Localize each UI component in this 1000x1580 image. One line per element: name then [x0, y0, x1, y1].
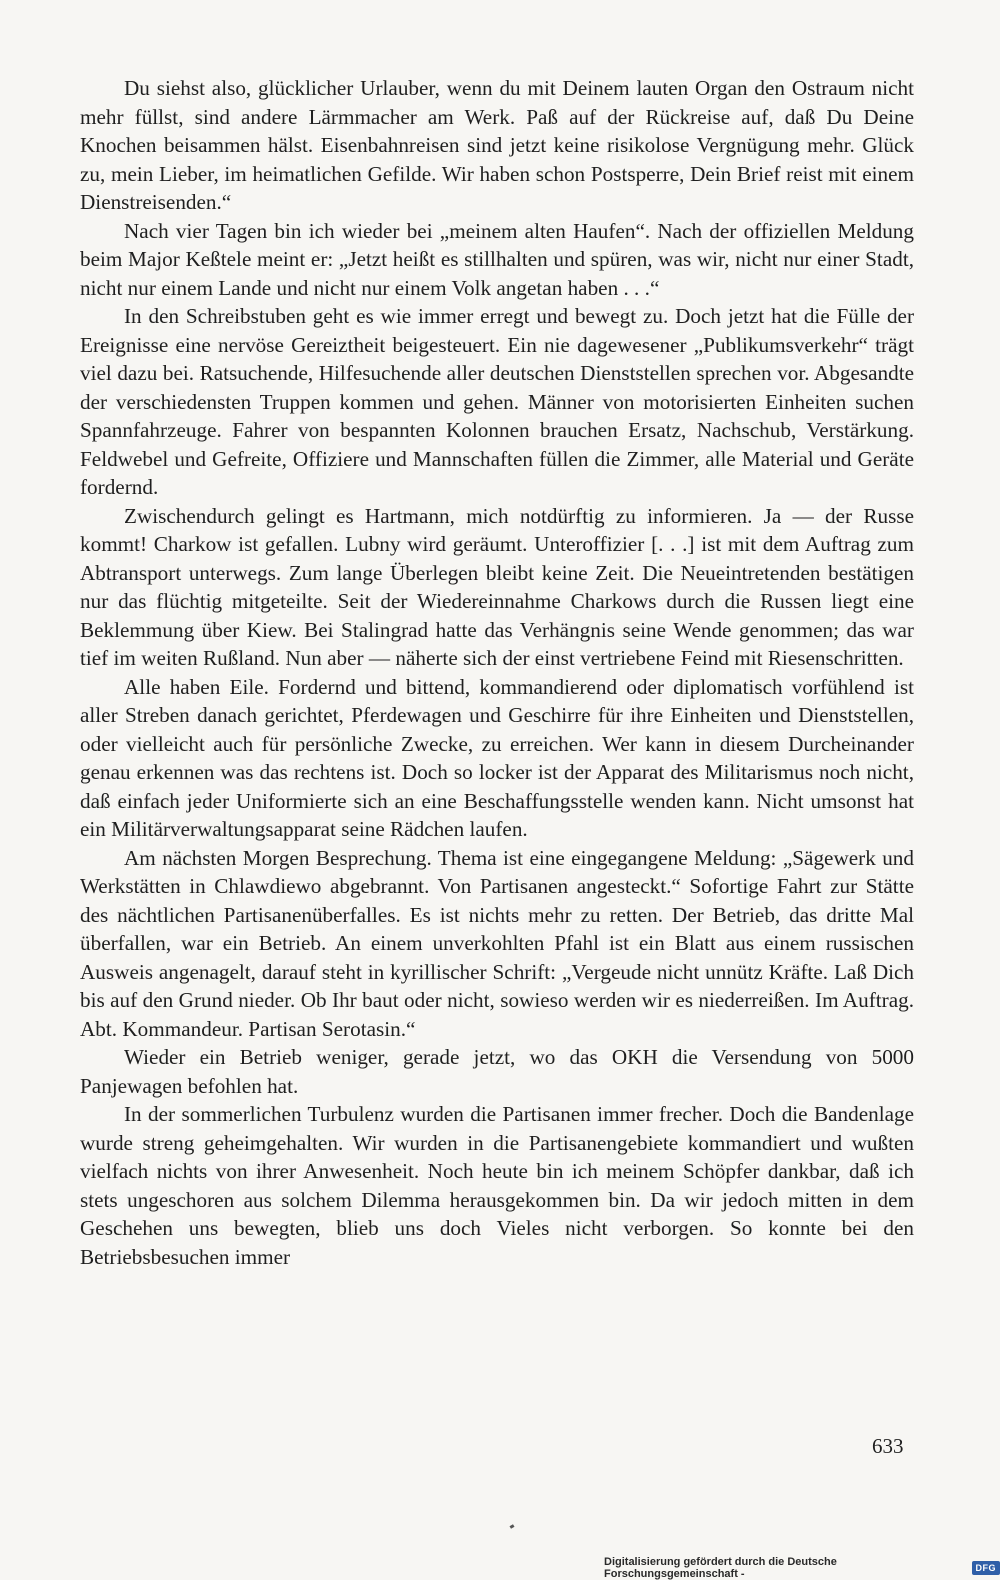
paragraph-4: Zwischendurch gelingt es Hartmann, mich notdürftig zu informieren. Ja — der Russe kommt! Charkow ist gefallen. Lubny wird geräumt. Unteroffizier [. . .] ist mit dem Auftrag zum Abtransport unterwegs. Zum lange Überlegen bleibt keine Zeit. Die Neueintretenden bestätigen nur das flüchtig mitgeteilte. Seit der Wiedereinnahme Charkows durch die Russen liegt eine Beklemmung über Kiew. Bei Stalingrad hatte das Verhängnis seine Wende genommen; das war tief im weiten Rußland. Nun aber — näherte sich der einst vertriebene Feind mit Riesenschritten. [80, 502, 914, 673]
digitization-footer [604, 1556, 1000, 1580]
paragraph-7: Wieder ein Betrieb weniger, gerade jetzt, wo das OKH die Versendung von 5000 Panjewagen befohlen hat. [80, 1043, 914, 1100]
page-number: 633 [872, 1432, 904, 1460]
paragraph-6: Am nächsten Morgen Besprechung. Thema ist eine eingegangene Meldung: „Sägewerk und Werkstätten in Chlawdiewo abgebrannt. Von Partisanen angesteckt.“ Sofortige Fahrt zur Stätte des nächtlichen Partisanenüberfalles. Es ist nichts mehr zu retten. Der Betrieb, das dritte Mal überfallen, war ein Betrieb. An einem unverkohlten Pfahl ist ein Blatt aus einem russischen Ausweis angenagelt, darauf steht in kyrillischer Schrift: „Vergeude nicht unnütz Kräfte. Laß Dich bis auf den Grund nieder. Ob Ihr baut oder nicht, sowieso werden wir es niederreißen. Im Auftrag. Abt. Kommandeur. Partisan Serotasin.“ [80, 844, 914, 1044]
paragraph-8: In der sommerlichen Turbulenz wurden die Partisanen immer frecher. Doch die Bandenlage wurde streng geheimgehalten. Wir wurden in die Partisanengebiete kommandiert und wußten vielfach nichts von ihrer Anwesenheit. Noch heute bin ich meinem Schöpfer dankbar, daß ich stets ungeschoren aus solchem Dilemma herausgekommen bin. Da wir jedoch mitten in dem Geschehen uns bewegten, blieb uns doch Vieles nicht verborgen. So konnte bei den Betriebsbesuchen immer [80, 1100, 914, 1271]
dfg-logo-icon: DFG [972, 1561, 1000, 1575]
scan-speck [510, 1524, 515, 1529]
page-body [80, 74, 914, 1271]
paragraph-1: Du siehst also, glücklicher Urlauber, wenn du mit Deinem lauten Organ den Ostraum nicht mehr füllst, sind andere Lärmmacher am Werk. Paß auf der Rückreise auf, daß Du Deine Knochen beisammen hälst. Eisenbahnreisen sind jetzt keine risikolose Vergnügung mehr. Glück zu, mein Lieber, im heimatlichen Gefilde. Wir haben schon Postsperre, Dein Brief reist mit einem Dienstreisenden.“ [80, 74, 914, 217]
footer-text: Digitalisierung gefördert durch die Deutsche Forschungsgemeinschaft - [604, 1556, 968, 1580]
paragraph-3: In den Schreibstuben geht es wie immer erregt und bewegt zu. Doch jetzt hat die Fülle der Ereignisse eine nervöse Gereiztheit beigesteuert. Ein nie dagewesener „Publikumsverkehr“ trägt viel dazu bei. Ratsuchende, Hilfesuchende aller deutschen Dienststellen sprechen vor. Abgesandte der verschiedensten Truppen kommen und gehen. Männer von motorisierten Einheiten suchen Spannfahrzeuge. Fahrer von bespannten Kolonnen brauchen Ersatz, Nachschub, Verstärkung. Feldwebel und Gefreite, Offiziere und Mannschaften füllen die Zimmer, alle Material und Geräte fordernd. [80, 302, 914, 502]
paragraph-2: Nach vier Tagen bin ich wieder bei „meinem alten Haufen“. Nach der offiziellen Meldung beim Major Keßtele meint er: „Jetzt heißt es stillhalten und spüren, was wir, nicht nur einer Stadt, nicht nur einem Lande und nicht nur einem Volk angetan haben . . .“ [80, 217, 914, 303]
paragraph-5: Alle haben Eile. Fordernd und bittend, kommandierend oder diplomatisch vorfühlend ist aller Streben danach gerichtet, Pferdewagen und Geschirre für ihre Einheiten und Dienststellen, oder vielleicht auch für persönliche Zwecke, zu erreichen. Wer kann in diesem Durcheinander genau erkennen was das rechtens ist. Doch so locker ist der Apparat des Militarismus noch nicht, daß einfach jeder Uniformierte sich an eine Beschaffungsstelle wenden kann. Nicht umsonst hat ein Militärverwaltungsapparat seine Rädchen laufen. [80, 673, 914, 844]
